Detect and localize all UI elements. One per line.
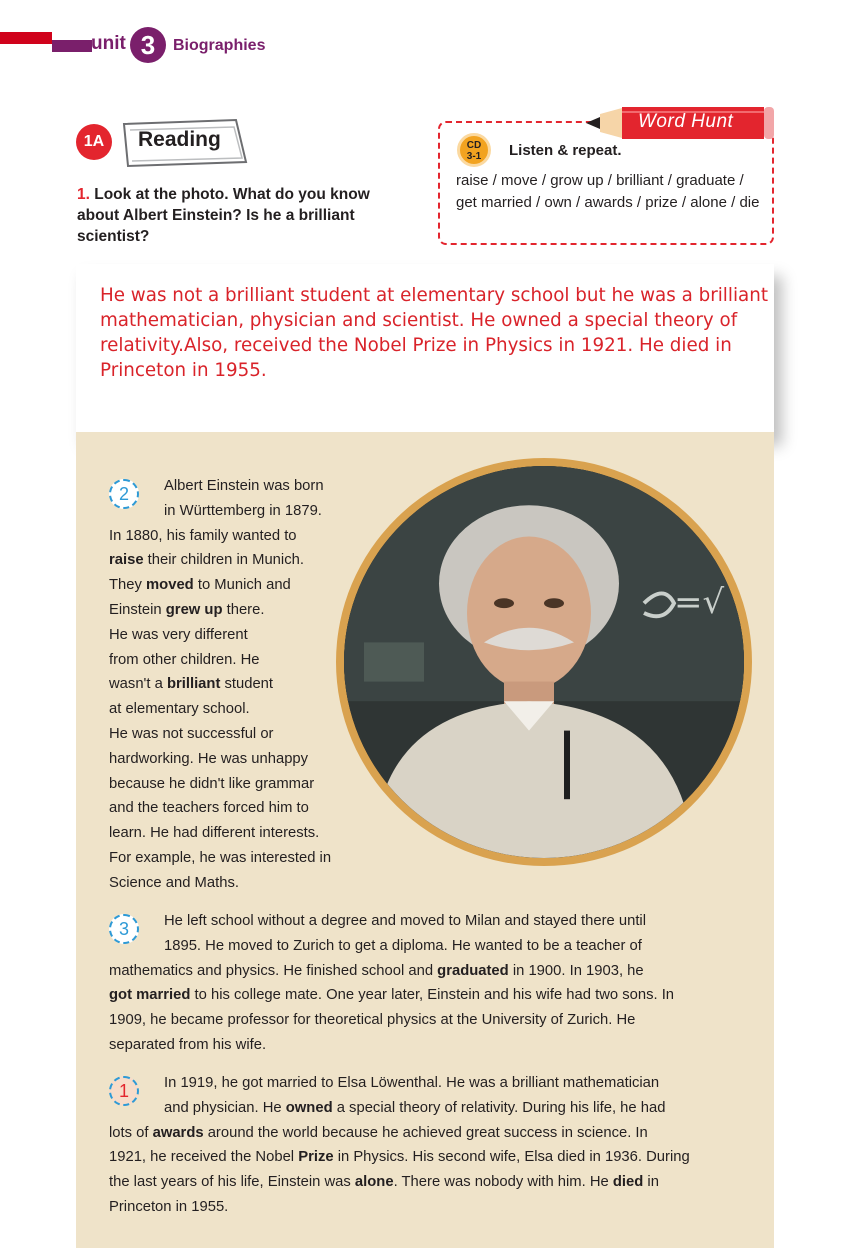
p1-line-4-text: in Physics. His second wife, Elsa died in 1936. During [333,1149,690,1166]
p3-line-3-text: in 1900. In 1903, he [508,962,644,979]
p3-line-1: He left school without a degree and moved to Milan and stayed there until [164,913,647,929]
p3-line-2: 1895. He moved to Zurich to get a diploma. He wanted to be a teacher of [164,937,642,954]
reading-tab [116,118,248,168]
keyword-owned: owned [285,1099,333,1116]
p1-line-2 [109,1096,729,1121]
p3-line-3 [109,959,729,984]
p2-line-2: in Württemberg in 1879. [164,502,322,519]
einstein-photo [336,458,752,866]
svg-text:=√: =√ [674,582,725,621]
p1-line-4 [109,1145,729,1170]
question-1 [77,184,377,247]
p2-line-4 [109,548,381,573]
p1-line-6: Princeton in 1955. [109,1198,229,1215]
p1-line-2-text: a special theory of relativity. During his life, he had [332,1099,666,1116]
p2-line-6-pre: Einstein [109,601,166,618]
p2-line-5 [109,573,381,598]
p2-line-8: from other children. He [109,651,260,668]
paragraph-number-1: 1 [109,1076,139,1106]
p2-line-9-pre: wasn't a [109,676,167,693]
p3-line-4-text: to his college mate. One year later, Einstein and his wife had two sons. In [190,987,675,1004]
p2-line-13: because he didn't like grammar [109,775,315,792]
question-number: 1. [77,186,90,203]
p1-line-4-pre: 1921, he received the Nobel [109,1149,299,1166]
keyword-grew-up: grew up [165,601,223,618]
paragraph-3 [109,909,729,1058]
keyword-graduated: graduated [437,962,509,979]
p1-line-5: the last years of his life, Einstein was alone. There was nobody with him. He died in [109,1174,659,1191]
p2-line-4-text: their children in Munich. [143,552,304,569]
p2-line-1: Albert Einstein was born [164,478,324,494]
p1-line-1: In 1919, he got married to Elsa Löwenthal. He was a brilliant mathematician [164,1075,660,1091]
p3-line-3-pre: mathematics and physics. He finished school and [109,962,438,979]
p2-line-3: In 1880, his family wanted to [109,527,297,544]
answer-text[interactable]: He was not a brilliant student at elementary school but he was a brilliant mathematician, physician and scientist. He owned a special theory of relativity.Also, received the Nobel Prize in Physics in 1921. He died in Princeton in 1955. [100,285,769,381]
keyword-alone: alone [354,1174,394,1191]
p1-line-3-text: around the world because he achieved great success in science. In [203,1124,648,1141]
keyword-raise: raise [109,552,144,569]
unit-number-badge: 3 [130,27,166,63]
header-stripe-purple [52,40,92,52]
p2-line-9 [109,672,381,697]
p2-line-6-text: there. [222,601,265,618]
p3-line-4 [109,983,729,1008]
paragraph-2 [109,474,381,896]
p1-line-3 [109,1121,729,1146]
reading-title: Reading [138,128,221,151]
keyword-moved: moved [146,577,194,594]
keyword-prize: Prize [298,1149,334,1166]
p2-line-16: For example, he was interested in [109,849,332,866]
unit-label: unit [91,33,126,54]
header-stripe-red [0,32,52,44]
keyword-brilliant: brilliant [166,676,221,693]
p1-line-2-pre: and physician. He [164,1099,286,1116]
p2-line-11: He was not successful or [109,725,274,742]
keyword-got-married: got married [109,987,191,1004]
section-title: Biographies [173,37,266,54]
p2-line-6 [109,598,381,623]
keyword-died: died [612,1174,644,1191]
word-hunt-instruction: Listen & repeat. [509,142,622,159]
word-hunt-title: Word Hunt [638,111,734,132]
p1-line-3-pre: lots of [109,1124,153,1141]
paragraph-number-3: 3 [109,914,139,944]
p2-line-14: and the teachers forced him to [109,800,309,817]
paragraph-1 [109,1071,729,1220]
p2-line-10: at elementary school. [109,701,250,718]
p2-line-15: learn. He had different interests. [109,825,320,842]
p3-line-5: 1909, he became professor for theoretical physics at the University of Zurich. He [109,1012,636,1029]
p2-line-5-text: to Munich and [193,577,291,594]
word-hunt-words: raise / move / grow up / brilliant / graduate / get married / own / awards / prize / alone / die [456,172,760,211]
keyword-awards: awards [152,1124,204,1141]
cd-audio-icon[interactable] [457,133,491,167]
p2-line-5-pre: They [109,577,147,594]
p1-line-5-pre: the last years of his life, Einstein was [109,1174,355,1191]
p3-line-6: separated from his wife. [109,1036,267,1053]
question-text: Look at the photo. What do you know about Albert Einstein? Is he a brilliant scientist? [77,186,370,245]
p2-line-9-text: student [220,676,274,693]
cd-label-bottom: 3-1 [466,151,482,162]
lesson-badge: 1A [76,124,112,160]
word-hunt-pencil [586,104,776,142]
p1-line-5-text: . There was nobody with him. He [393,1174,613,1191]
p2-line-7: He was very different [109,626,248,643]
p2-line-12: hardworking. He was unhappy [109,750,309,767]
p2-line-17: Science and Maths. [109,874,239,891]
portrait-illustration [344,466,744,858]
cd-label-top: CD [466,140,482,151]
paragraph-number-2: 2 [109,479,139,509]
